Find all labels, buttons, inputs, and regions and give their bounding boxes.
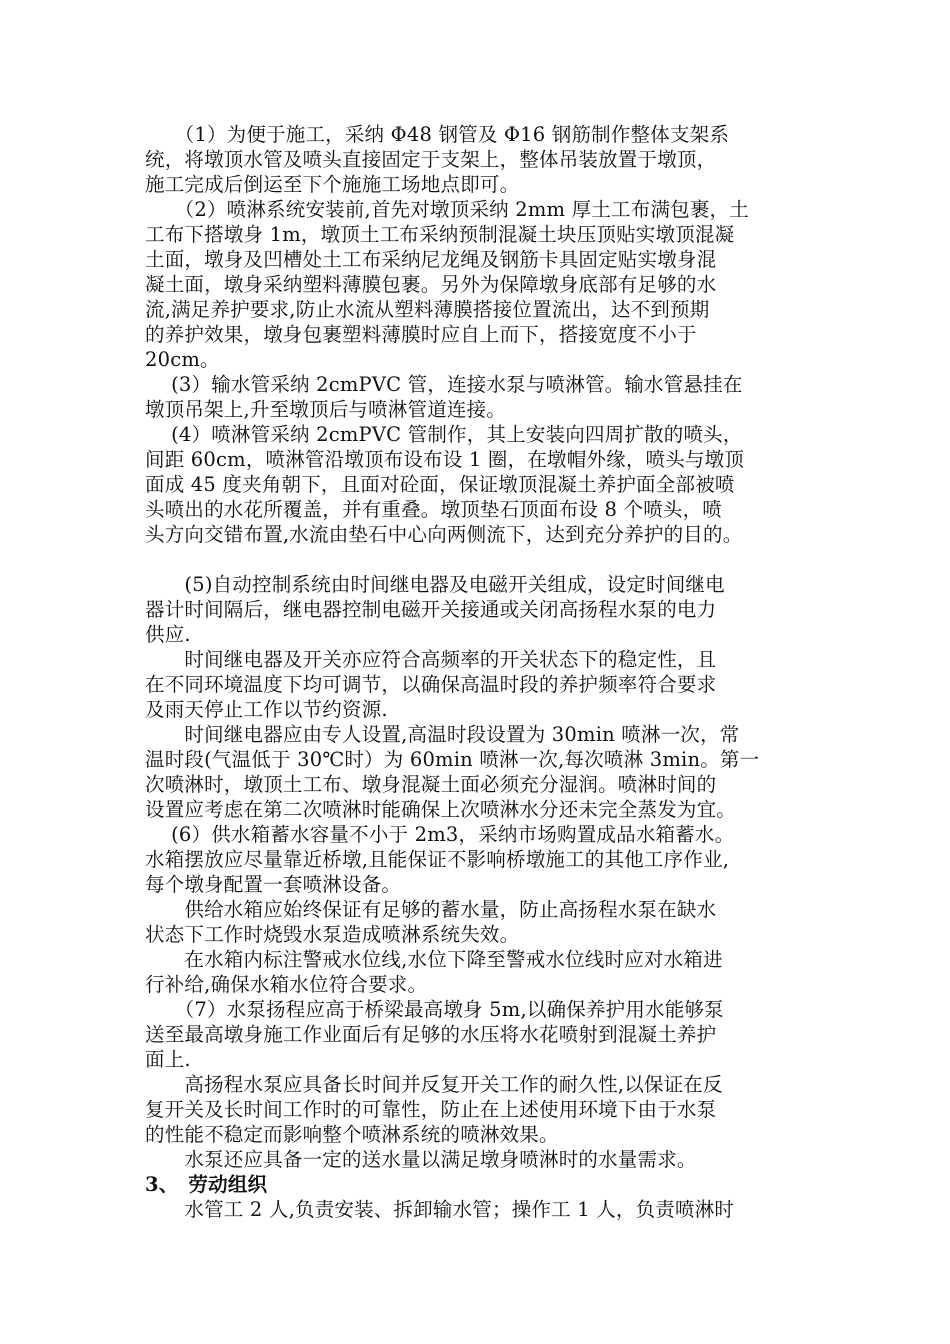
paragraph-line: 的性能不稳定而影响整个喷淋系统的喷淋效果。: [145, 1123, 559, 1146]
paragraph-line: 20cm。: [145, 348, 220, 371]
paragraph-line: 及雨天停止工作以节约资源.: [145, 698, 388, 721]
paragraph-line: 高扬程水泵应具备长时间并反复开关工作的耐久性,以保证在反: [145, 1073, 723, 1096]
paragraph-line: (6）供水箱蓄水容量不小于 2m3，采纳市场购置成品水箱蓄水。: [145, 823, 735, 846]
paragraph-line: 供给水箱应始终保证有足够的蓄水量，防止高扬程水泵在缺水: [145, 898, 717, 921]
paragraph-line: 头方向交错布置,水流由垫石中心向两侧流下，达到充分养护的目的。: [145, 523, 743, 546]
paragraph-line: （2）喷淋系统安装前,首先对墩顶采纳 2mm 厚土工布满包裹，土: [145, 198, 749, 221]
paragraph-line: 复开关及长时间工作时的可靠性，防止在上述使用环境下由于水泵: [145, 1098, 717, 1121]
paragraph-line: 供应.: [145, 623, 191, 646]
paragraph-line: 在不同环境温度下均可调节，以确保高温时段的养护频率符合要求: [145, 673, 717, 696]
paragraph-line: (4）喷淋管采纳 2cmPVC 管制作，其上安装向四周扩散的喷头，: [145, 423, 743, 446]
paragraph-line: 统，将墩顶水管及喷头直接固定于支架上，整体吊装放置于墩顶，: [145, 148, 717, 171]
section-heading: 3、 劳动组织: [145, 1173, 268, 1196]
paragraph-line: 水管工 2 人,负责安装、拆卸输水管；操作工 1 人，负责喷淋时: [145, 1198, 735, 1221]
paragraph-line: 状态下工作时烧毁水泵造成喷淋系统失效。: [145, 923, 520, 946]
paragraph-line: (3）输水管采纳 2cmPVC 管，连接水泵与喷淋管。输水管悬挂在: [145, 373, 743, 396]
paragraph-line: 的养护效果，墩身包裹塑料薄膜时应自上而下，搭接宽度不小于: [145, 323, 697, 346]
paragraph-line: 面上.: [145, 1048, 191, 1071]
paragraph-line: 时间继电器应由专人设置,高温时段设置为 30min 喷淋一次，常: [145, 723, 740, 746]
paragraph-line: 设置应考虑在第二次喷淋时能确保上次喷淋水分还未完全蒸发为宜。: [145, 798, 737, 821]
paragraph-line: （7）水泵扬程应高于桥梁最高墩身 5m,以确保养护用水能够泵: [145, 998, 724, 1021]
paragraph-line: 器计时间隔后，继电器控制电磁开关接通或关闭高扬程水泵的电力: [145, 598, 717, 621]
paragraph-line: 水泵还应具备一定的送水量以满足墩身喷淋时的水量需求。: [145, 1148, 697, 1171]
paragraph-line: (5)自动控制系统由时间继电器及电磁开关组成，设定时间继电: [145, 573, 725, 596]
paragraph-line: 每个墩身配置一套喷淋设备。: [145, 873, 402, 896]
paragraph-line: 头喷出的水花所覆盖，并有重叠。墩顶垫石顶面布设 8 个喷头，喷: [145, 498, 723, 521]
paragraph-line: 施工完成后倒运至下个施施工场地点即可。: [145, 173, 520, 196]
paragraph-line: 温时段(气温低于 30℃时）为 60min 喷淋一次,每次喷淋 3min。第一: [145, 748, 760, 771]
paragraph-line: 送至最高墩身施工作业面后有足够的水压将水花喷射到混凝土养护: [145, 1023, 717, 1046]
paragraph-line: 水箱摆放应尽量靠近桥墩,且能保证不影响桥墩施工的其他工序作业,: [145, 848, 730, 871]
paragraph-line: 工布下搭墩身 1m，墩顶土工布采纳预制混凝土块压顶贴实墩顶混凝: [145, 223, 735, 246]
paragraph-line: 土面，墩身及凹槽处土工布采纳尼龙绳及钢筋卡具固定贴实墩身混: [145, 248, 717, 271]
paragraph-line: 次喷淋时，墩顶土工布、墩身混凝土面必须充分湿润。喷淋时间的: [145, 773, 717, 796]
paragraph-line: 时间继电器及开关亦应符合高频率的开关状态下的稳定性，且: [145, 648, 717, 671]
paragraph-line: 在水箱内标注警戒水位线,水位下降至警戒水位线时应对水箱进: [145, 948, 723, 971]
paragraph-line: 墩顶吊架上,升至墩顶后与喷淋管道连接。: [145, 398, 506, 421]
paragraph-line: （1）为便于施工，采纳 Φ48 钢管及 Φ16 钢筋制作整体支架系: [145, 123, 730, 146]
paragraph-line: 行补给,确保水箱水位符合要求。: [145, 973, 428, 996]
paragraph-line: 间距 60cm，喷淋管沿墩顶布设布设 1 圈，在墩帽外缘，喷头与墩顶: [145, 448, 745, 471]
paragraph-line: 凝土面，墩身采纳塑料薄膜包裹。另外为保障墩身底部有足够的水: [145, 273, 717, 296]
paragraph-line: 流,满足养护要求,防止水流从塑料薄膜搭接位置流出，达不到预期: [145, 298, 710, 321]
paragraph-line: 面成 45 度夹角朝下，且面对砼面，保证墩顶混凝土养护面全部被喷: [145, 473, 735, 496]
